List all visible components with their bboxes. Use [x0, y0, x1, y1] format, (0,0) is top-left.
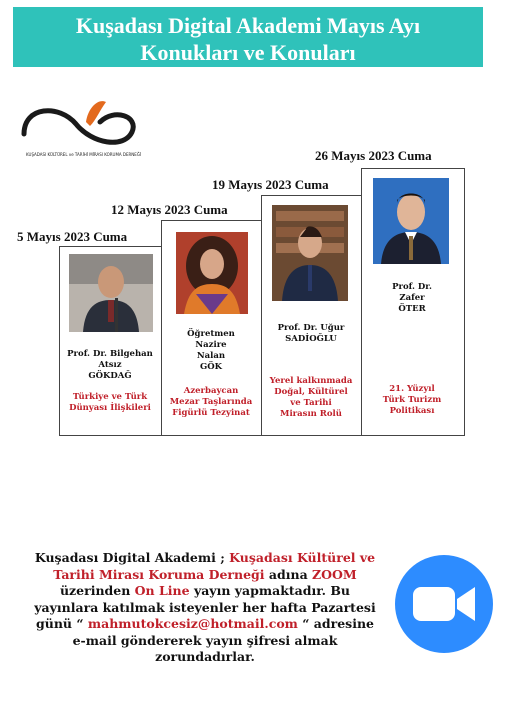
logo-text: KUŞADASI KÜLTÜREL ve TARİHİ MİRASI KORUMA DERNEĞİ: [26, 152, 142, 157]
topic-2: Azerbaycan Mezar Taşlarında Figürlü Tezyinat: [169, 386, 253, 418]
date-session-4: 26 Mayıs 2023 Cuma: [315, 148, 432, 163]
date-session-1: 5 Mayıs 2023 Cuma: [17, 229, 128, 244]
zoom-video-camera-icon: [395, 555, 493, 653]
banner-title-line-2: Konukları ve Konuları: [140, 40, 356, 65]
speaker-name-1: Prof. Dr. Bilgehan Atsız GÖKDAĞ: [67, 349, 153, 381]
association-logo: [14, 94, 144, 164]
topic-3: Yerel kalkınmada Doğal, Kültürel ve Tarihi Mirasın Rolü: [269, 376, 353, 419]
topic-4: 21. Yüzyıl Türk Turizm Politikası: [382, 384, 442, 416]
date-session-3: 19 Mayıs 2023 Cuma: [212, 177, 329, 192]
speaker-photo-2: [176, 232, 248, 314]
speaker-name-4: Prof. Dr. Zafer ÖTER: [392, 282, 432, 314]
speaker-name-2: Öğretmen Nazire Nalan GÖK: [187, 329, 235, 372]
speaker-name-3: Prof. Dr. Uğur SADİOĞLU: [277, 323, 345, 344]
title-banner: [13, 7, 483, 67]
topic-1: Türkiye ve Türk Dünyası İlişkileri: [69, 392, 151, 413]
speaker-photo-4: [373, 178, 449, 264]
speaker-photo-3: [272, 205, 348, 301]
contact-email: mahmutokcesiz@hotmail.com: [87, 616, 298, 631]
speaker-photo-1: [69, 254, 153, 332]
banner-title-line-1: Kuşadası Digital Akademi Mayıs Ayı: [75, 13, 421, 38]
date-session-2: 12 Mayıs 2023 Cuma: [111, 202, 228, 217]
info-paragraph: Kuşadası Digital Akademi ; Kuşadası Kültürel ve Tarihi Mirası Koruma Derneği adına ZOOM üzerinden On Line yayın yapmaktadır. Bu yayınlara katılmak isteyenler her hafta Pazartesi günü “ mahmutokcesiz@hotmail.com “ adresine e-mail göndererek yayın şifresi almak zorundadırlar.: [34, 550, 376, 664]
